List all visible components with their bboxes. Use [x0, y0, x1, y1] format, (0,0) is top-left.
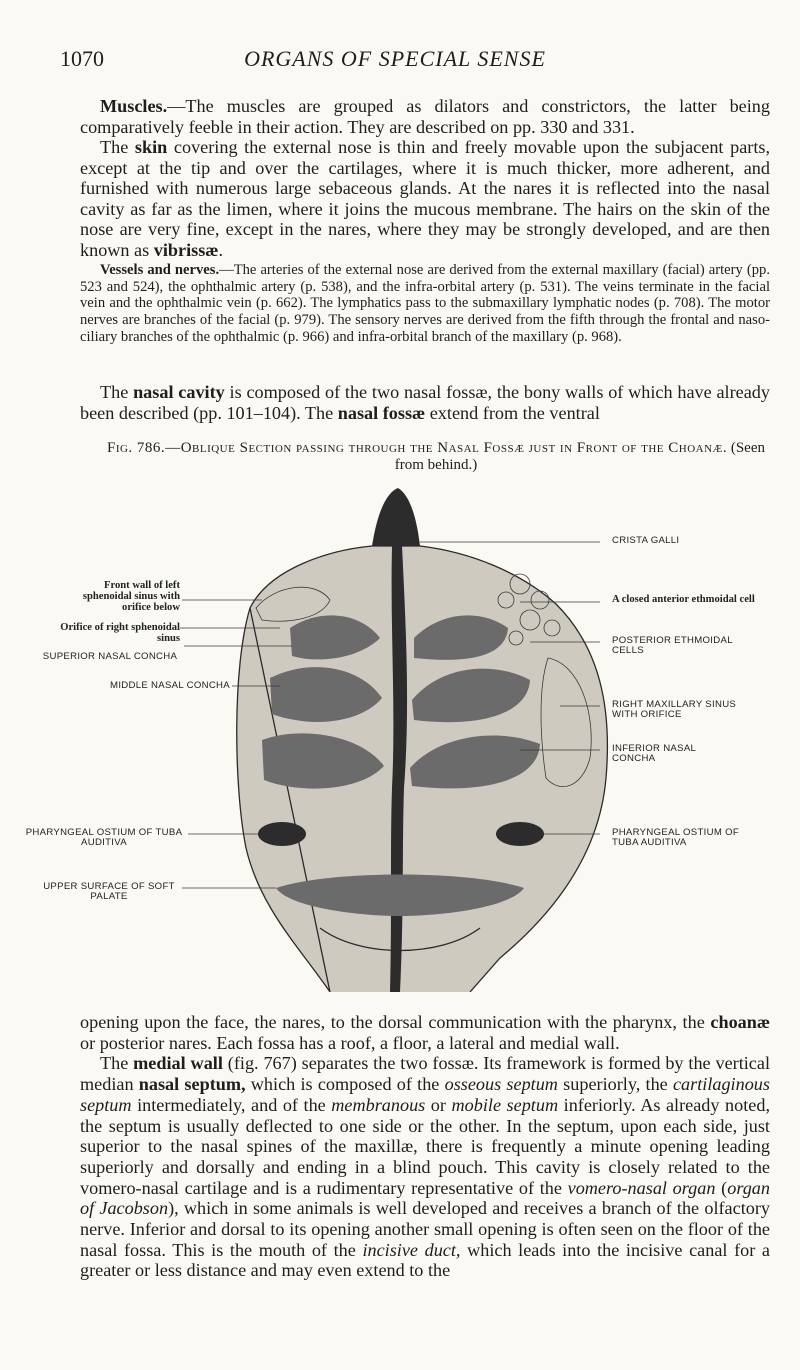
para-text: —The muscles are grouped as dilators and constrictors, the latter being comparatively feeble in their action. They are described on pp. 330 and 331. — [80, 96, 770, 137]
para-text: superiorly, the — [557, 1074, 673, 1095]
term-bold: skin — [134, 137, 168, 157]
term-italic: cartilaginous septum — [80, 1074, 770, 1115]
paragraph-medial-wall — [80, 1012, 770, 1281]
para-text: . — [218, 239, 223, 260]
paragraph-vessels-nerves — [80, 262, 770, 346]
page-number: 1070 — [60, 46, 104, 71]
paragraph-nasal-cavity — [80, 382, 770, 423]
para-text: The — [100, 382, 134, 402]
term-italic: mobile septum — [451, 1094, 559, 1115]
label-pharyngeal-ostium-left: PHARYNGEAL OSTIUM OF TUBA AUDITIVA — [25, 827, 183, 848]
para-text: ( — [715, 1177, 728, 1198]
paragraph-muscles — [80, 96, 770, 260]
page-header — [60, 46, 730, 76]
nasal-section-drawing — [0, 488, 800, 992]
para-text: is composed of the two nasal fossæ, the bony walls of which have already been described (pp. 101–104). The — [80, 382, 770, 423]
term-italic: vomero-nasal organ — [567, 1177, 716, 1198]
label-sphenoidal-sinus-left: Front wall of left sphenoidal sinus with orifice below — [82, 580, 180, 613]
label-posterior-ethmoidal-cells: POSTERIOR ETHMOIDAL CELLS — [612, 635, 733, 656]
run-in-heading: Muscles. — [100, 96, 168, 116]
label-crista-galli: CRISTA GALLI — [612, 535, 680, 546]
term-italic: membranous — [331, 1094, 426, 1115]
term-bold: vibrissæ — [153, 239, 219, 260]
label-inferior-nasal-concha: INFERIOR NASAL CONCHA — [612, 743, 696, 764]
para-text: ), which in some animals is well developed and receives a branch of the olfactory nerve. Inferior and dorsal to its opening another small opening is often seen on the floor of the nasal fossa. This is the mouth of the — [80, 1198, 771, 1260]
label-superior-nasal-concha: SUPERIOR NASAL CONCHA — [42, 651, 178, 662]
label-pharyngeal-ostium-right: PHARYNGEAL OSTIUM OF TUBA AUDITIVA — [612, 827, 740, 848]
running-title: ORGANS OF SPECIAL SENSE — [244, 46, 546, 71]
term-bold: nasal cavity — [133, 382, 225, 402]
term-bold: nasal septum, — [138, 1074, 246, 1095]
pharyngeal-ostium-left — [258, 822, 306, 846]
para-text: (fig. 767) separates the two fossæ. Its framework is formed by the vertical median — [80, 1053, 771, 1095]
label-soft-palate: UPPER SURFACE OF SOFT PALATE — [43, 881, 175, 902]
figure-caption — [96, 440, 776, 474]
run-in-heading: Vessels and nerves. — [100, 262, 220, 278]
para-text: or — [425, 1094, 452, 1115]
label-orifice-right-sphenoidal: Orifice of right sphenoidal sinus — [60, 622, 180, 644]
anatomical-figure — [0, 488, 800, 992]
para-text: opening upon the face, the nares, to the dorsal communication with the pharynx, the — [80, 1012, 711, 1032]
label-middle-nasal-concha: MIDDLE NASAL CONCHA — [110, 680, 230, 691]
para-text: —The arteries of the external nose are derived from the external maxillary (facial) artery (pp. 523 and 524), the ophthalmic artery (p. 538), and the infra-orbital artery (p. 531). The veins terminate in the facial vein and the ophthalmic vein (p. 662). The lymphatics pass to the submaxillary lymphatic nodes (p. 708). The motor nerves are branches of the facial (p. 979). The sensory nerves are derived from the fifth through the frontal and naso-ciliary branches of the ophthalmic (p. 966) and infra-orbital branch of the maxillary (p. 968). — [80, 262, 770, 345]
para-text: inferiorly. As already noted, the septum is usually deflected to one side or the other. In the septum, upon each side, just superior to the nasal spines of the maxillæ, there is frequently a minute opening leading superiorly and dorsally and ending in a blind pouch. This cavity is closely related to the vomero-nasal cartilage and is a rudimentary representative of the — [80, 1094, 770, 1198]
term-italic: incisive duct, — [362, 1239, 461, 1260]
para-text: intermediately, and of the — [131, 1094, 332, 1115]
label-anterior-ethmoidal-cell: A closed anterior ethmoidal cell — [612, 594, 755, 605]
term-italic: organ of Jacobson — [80, 1177, 770, 1219]
figure-number: Fig. 786. — [106, 440, 166, 456]
para-text: covering the external nose is thin and freely movable upon the subjacent parts, except at the tip and over the cartilages, where it is much thicker, more adherent, and furnished with numerous large sebaceous glands. At the nares it is reflected into the nasal cavity as far as the limen, where it joins the mucous membrane. The hairs on the skin of the nose are very fine, except in the nares, where they may be strongly developed, and are then known as — [80, 137, 770, 260]
label-right-maxillary-sinus: RIGHT MAXILLARY SINUS WITH ORIFICE — [612, 699, 737, 720]
figure-note: (Seen from behind.) — [394, 440, 765, 473]
para-text: The — [100, 1053, 134, 1074]
para-text: which is composed of the — [245, 1074, 445, 1095]
term-italic: osseous septum — [444, 1074, 558, 1095]
figure-title: —Oblique Section passing through the Nasal Fossæ just in Front of the Choanæ. — [165, 440, 728, 456]
para-text: extend from the ventral — [425, 402, 600, 423]
term-bold: medial wall — [133, 1053, 223, 1074]
pharyngeal-ostium-right — [496, 822, 544, 846]
term-bold: choanæ — [710, 1012, 770, 1032]
para-text: The — [100, 137, 135, 157]
para-text: or posterior nares. Each fossa has a roof, a floor, a lateral and medial wall. — [80, 1032, 620, 1053]
term-bold: nasal fossæ — [337, 402, 426, 423]
para-text: which leads into the incisive canal for a greater or less distance and may even extend to the — [80, 1239, 770, 1281]
crista-galli-shape — [372, 488, 420, 546]
